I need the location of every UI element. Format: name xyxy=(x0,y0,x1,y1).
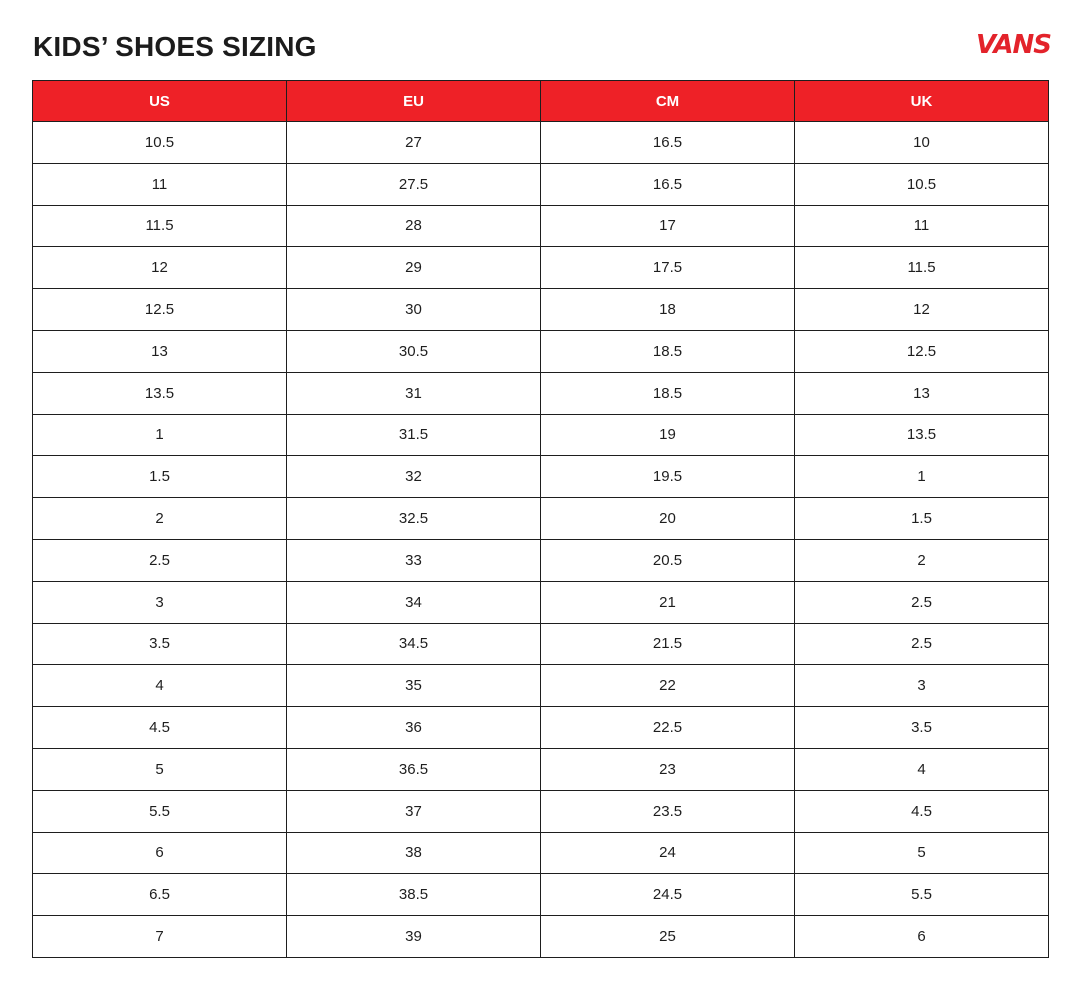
cell-us: 5.5 xyxy=(33,790,287,832)
cell-eu: 37 xyxy=(287,790,541,832)
cell-cm: 22 xyxy=(541,665,795,707)
cell-eu: 38.5 xyxy=(287,874,541,916)
header-row xyxy=(33,81,1049,122)
cell-us: 2.5 xyxy=(33,539,287,581)
cell-cm: 19 xyxy=(541,414,795,456)
column-header-cm: CM xyxy=(541,81,795,122)
cell-uk: 10 xyxy=(795,122,1049,164)
cell-eu: 31.5 xyxy=(287,414,541,456)
cell-eu: 28 xyxy=(287,205,541,247)
table-row xyxy=(33,874,1049,916)
cell-eu: 30.5 xyxy=(287,330,541,372)
table-row xyxy=(33,330,1049,372)
table-row xyxy=(33,790,1049,832)
cell-eu: 35 xyxy=(287,665,541,707)
cell-uk: 5.5 xyxy=(795,874,1049,916)
cell-uk: 13 xyxy=(795,372,1049,414)
cell-cm: 17 xyxy=(541,205,795,247)
cell-us: 2 xyxy=(33,498,287,540)
column-header-uk: UK xyxy=(795,81,1049,122)
cell-uk: 3 xyxy=(795,665,1049,707)
cell-cm: 24.5 xyxy=(541,874,795,916)
cell-us: 7 xyxy=(33,916,287,958)
cell-cm: 20 xyxy=(541,498,795,540)
cell-cm: 21.5 xyxy=(541,623,795,665)
cell-eu: 34 xyxy=(287,581,541,623)
table-row xyxy=(33,539,1049,581)
cell-uk: 13.5 xyxy=(795,414,1049,456)
cell-uk: 12.5 xyxy=(795,330,1049,372)
cell-cm: 23.5 xyxy=(541,790,795,832)
table-row xyxy=(33,748,1049,790)
vans-logo-text: VANS xyxy=(976,30,1051,60)
cell-eu: 27 xyxy=(287,122,541,164)
size-chart-table xyxy=(32,80,1049,958)
table-row xyxy=(33,707,1049,749)
cell-cm: 20.5 xyxy=(541,539,795,581)
cell-eu: 31 xyxy=(287,372,541,414)
table-row xyxy=(33,414,1049,456)
cell-eu: 32.5 xyxy=(287,498,541,540)
cell-us: 13 xyxy=(33,330,287,372)
cell-uk: 4.5 xyxy=(795,790,1049,832)
cell-cm: 21 xyxy=(541,581,795,623)
cell-cm: 24 xyxy=(541,832,795,874)
cell-us: 4.5 xyxy=(33,707,287,749)
cell-cm: 25 xyxy=(541,916,795,958)
cell-uk: 3.5 xyxy=(795,707,1049,749)
vans-logo xyxy=(976,30,1051,60)
cell-uk: 11 xyxy=(795,205,1049,247)
cell-us: 6.5 xyxy=(33,874,287,916)
cell-cm: 19.5 xyxy=(541,456,795,498)
cell-eu: 27.5 xyxy=(287,163,541,205)
cell-uk: 1 xyxy=(795,456,1049,498)
cell-uk: 2.5 xyxy=(795,581,1049,623)
cell-eu: 34.5 xyxy=(287,623,541,665)
cell-us: 4 xyxy=(33,665,287,707)
table-row xyxy=(33,205,1049,247)
table-row xyxy=(33,623,1049,665)
cell-cm: 17.5 xyxy=(541,247,795,289)
table-body xyxy=(33,122,1049,958)
table-row xyxy=(33,122,1049,164)
cell-uk: 10.5 xyxy=(795,163,1049,205)
page-title: KIDS’ SHOES SIZING xyxy=(33,31,317,62)
cell-eu: 32 xyxy=(287,456,541,498)
cell-eu: 30 xyxy=(287,289,541,331)
cell-cm: 18.5 xyxy=(541,330,795,372)
cell-uk: 6 xyxy=(795,916,1049,958)
table-row xyxy=(33,456,1049,498)
cell-uk: 1.5 xyxy=(795,498,1049,540)
table-row xyxy=(33,916,1049,958)
cell-us: 1 xyxy=(33,414,287,456)
cell-eu: 39 xyxy=(287,916,541,958)
cell-eu: 33 xyxy=(287,539,541,581)
cell-eu: 36 xyxy=(287,707,541,749)
table-row xyxy=(33,581,1049,623)
cell-us: 12 xyxy=(33,247,287,289)
cell-uk: 11.5 xyxy=(795,247,1049,289)
cell-cm: 18 xyxy=(541,289,795,331)
table-header xyxy=(33,81,1049,122)
cell-cm: 18.5 xyxy=(541,372,795,414)
cell-uk: 5 xyxy=(795,832,1049,874)
column-header-us: US xyxy=(33,81,287,122)
table-row xyxy=(33,665,1049,707)
cell-uk: 2.5 xyxy=(795,623,1049,665)
cell-cm: 22.5 xyxy=(541,707,795,749)
cell-cm: 16.5 xyxy=(541,163,795,205)
cell-cm: 23 xyxy=(541,748,795,790)
table-row xyxy=(33,372,1049,414)
cell-us: 12.5 xyxy=(33,289,287,331)
table-row xyxy=(33,247,1049,289)
column-header-eu: EU xyxy=(287,81,541,122)
cell-uk: 2 xyxy=(795,539,1049,581)
table-row xyxy=(33,163,1049,205)
cell-uk: 4 xyxy=(795,748,1049,790)
table-row xyxy=(33,289,1049,331)
cell-eu: 38 xyxy=(287,832,541,874)
cell-us: 11 xyxy=(33,163,287,205)
cell-us: 13.5 xyxy=(33,372,287,414)
cell-cm: 16.5 xyxy=(541,122,795,164)
cell-us: 3 xyxy=(33,581,287,623)
cell-eu: 36.5 xyxy=(287,748,541,790)
cell-eu: 29 xyxy=(287,247,541,289)
cell-us: 10.5 xyxy=(33,122,287,164)
cell-uk: 12 xyxy=(795,289,1049,331)
cell-us: 6 xyxy=(33,832,287,874)
table-row xyxy=(33,498,1049,540)
cell-us: 1.5 xyxy=(33,456,287,498)
cell-us: 5 xyxy=(33,748,287,790)
table-row xyxy=(33,832,1049,874)
cell-us: 11.5 xyxy=(33,205,287,247)
cell-us: 3.5 xyxy=(33,623,287,665)
